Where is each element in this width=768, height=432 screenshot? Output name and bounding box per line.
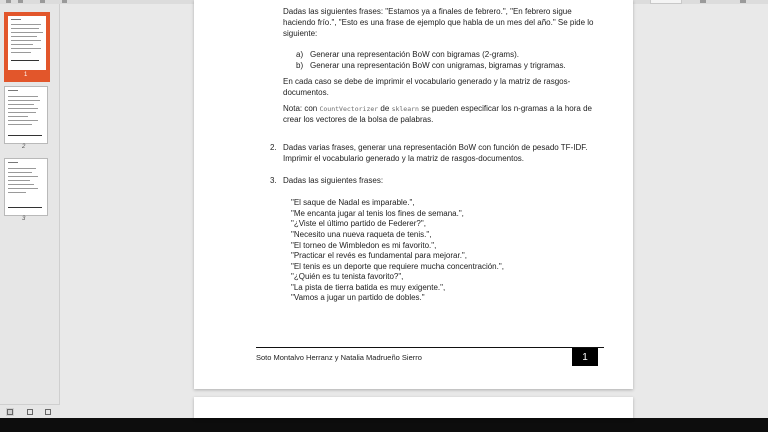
phrase-line: "¿Viste el último partido de Federer?", — [291, 219, 426, 228]
sub-item-text: Generar una representación BoW con bigramas (2-grams). — [310, 50, 519, 59]
sub-item-marker: a) — [296, 50, 304, 59]
grid-view-icon[interactable] — [6, 408, 14, 416]
list-number: 3. — [270, 176, 277, 185]
footer-authors: Soto Montalvo Herranz y Natalia Madrueño Sierro — [256, 353, 422, 362]
note-suffix: se pueden especificar los n-gramas a la hora de — [421, 104, 592, 113]
note-prefix: Nota: con — [283, 104, 318, 113]
attachments-view-icon[interactable] — [44, 408, 52, 416]
toolbar-icon[interactable] — [740, 0, 746, 3]
thumbnail-page-number: 1 — [24, 72, 28, 78]
footer-rule — [256, 347, 604, 348]
intro-line: siguiente: — [283, 29, 318, 38]
phrase-line: "Vamos a jugar un partido de dobles." — [291, 293, 425, 302]
phrase-line: "El tenis es un deporte que requiere mucha concentración.", — [291, 262, 504, 271]
page-thumbnail-3[interactable] — [4, 158, 48, 216]
page-number-badge: 1 — [572, 348, 598, 366]
thumbnail-sidebar — [0, 4, 60, 404]
toolbar-icon[interactable] — [62, 0, 67, 3]
bottom-black-bar — [0, 418, 768, 432]
phrase-line: "Practicar el revés es fundamental para mejorar.", — [291, 251, 467, 260]
phrase-line: "Me encanta jugar al tenis los fines de semana.", — [291, 209, 464, 218]
phrase-line: "¿Quién es tu tenista favorito?", — [291, 272, 404, 281]
phrase-line: "El torneo de Wimbledon es mi favorito.", — [291, 241, 437, 250]
item3-text: Dadas las siguientes frases: — [283, 176, 384, 185]
page-thumbnail-1[interactable] — [4, 12, 50, 82]
page-thumbnail-2[interactable] — [4, 86, 48, 144]
intro-line: haciendo frío.", "Esto es una frase de ejemplo que habla de un mes del año." Se pide lo — [283, 18, 594, 27]
code-countvectorizer: CountVectorizer — [319, 105, 379, 113]
phrase-line: "La pista de tierra batida es muy exigente.", — [291, 283, 446, 292]
intro-line: Dadas las siguientes frases: "Estamos ya a finales de febrero.", "En febrero sigue — [283, 7, 572, 16]
thumbnail-page-number: 3 — [22, 216, 26, 222]
view-mode-bar — [0, 404, 60, 419]
sub-item-marker: b) — [296, 61, 304, 70]
sub-item-text: Generar una representación BoW con unigramas, bigramas y trigramas. — [310, 61, 566, 70]
list-number: 2. — [270, 143, 277, 152]
toolbar-icon[interactable] — [40, 0, 45, 3]
search-input[interactable] — [650, 0, 682, 4]
thumbnail-page-number: 2 — [22, 144, 26, 150]
phrase-line: "El saque de Nadal es imparable.", — [291, 198, 415, 207]
item2-line: Imprimir el vocabulario generado y la matriz de rasgos-documentos. — [283, 154, 524, 163]
code-sklearn: sklearn — [391, 105, 419, 113]
paragraph-line: documentos. — [283, 88, 329, 97]
phrase-line: "Necesito una nueva raqueta de tenis.", — [291, 230, 432, 239]
toolbar-icon[interactable] — [18, 0, 23, 3]
note-line: crear los vectores de la bolsa de palabras. — [283, 115, 434, 124]
next-document-page — [194, 397, 633, 418]
paragraph-line: En cada caso se debe de imprimir el vocabulario generado y la matriz de rasgos- — [283, 77, 571, 86]
outline-view-icon[interactable] — [26, 408, 34, 416]
toolbar-icon[interactable] — [6, 0, 11, 3]
toolbar-icon[interactable] — [700, 0, 706, 3]
item2-line: Dadas varias frases, generar una representación BoW con función de pesado TF-IDF. — [283, 143, 588, 152]
note-mid: de — [380, 104, 390, 113]
